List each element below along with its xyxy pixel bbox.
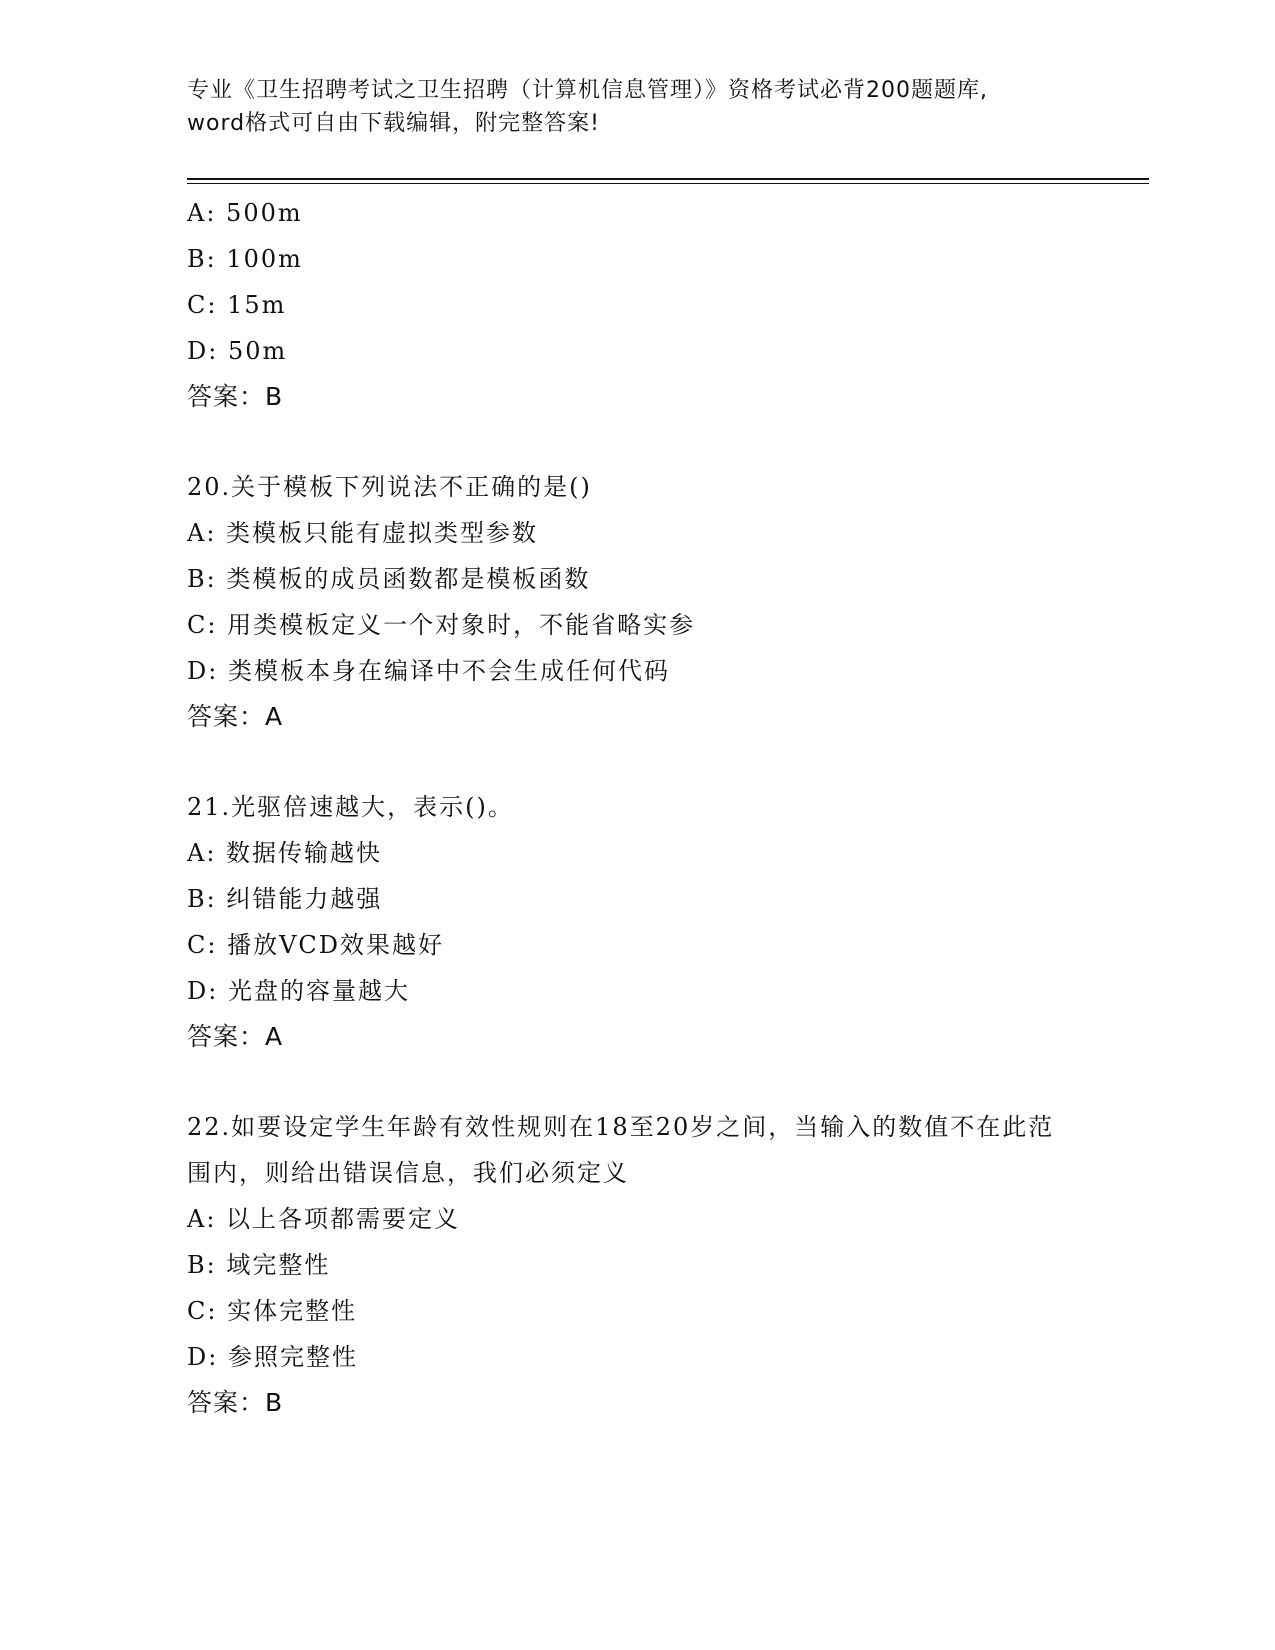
- option-a: A: 数据传输越快: [187, 839, 383, 867]
- header-title-line-2: word格式可自由下载编辑，附完整答案!: [187, 111, 600, 136]
- question-block-20: [187, 464, 1087, 740]
- option-b: B: 域完整性: [187, 1251, 331, 1279]
- option-a: A: 500m: [187, 199, 303, 227]
- spacer: [187, 1060, 1087, 1104]
- question-block-19: [187, 190, 1087, 420]
- option-c: C: 播放VCD效果越好: [187, 931, 445, 959]
- option-d: D: 光盘的容量越大: [187, 977, 410, 1005]
- question-stem: 22.如要设定学生年龄有效性规则在18至20岁之间，当输入的数值不在此范围内，则给出错误信息，我们必须定义: [187, 1113, 1055, 1187]
- spacer: [187, 420, 1087, 464]
- spacer: [187, 740, 1087, 784]
- header-title-line-1: 专业《卫生招聘考试之卫生招聘（计算机信息管理）》资格考试必背200题题库,: [187, 78, 988, 103]
- question-stem: 20.关于模板下列说法不正确的是(): [187, 473, 592, 501]
- answer-line: 答案：B: [187, 1388, 284, 1417]
- option-d: D: 类模板本身在编译中不会生成任何代码: [187, 657, 670, 685]
- option-c: C: 用类模板定义一个对象时，不能省略实参: [187, 611, 696, 639]
- option-d: D: 参照完整性: [187, 1343, 358, 1371]
- option-a: A: 类模板只能有虚拟类型参数: [187, 519, 539, 547]
- answer-line: 答案：A: [187, 1022, 284, 1051]
- question-block-21: [187, 784, 1087, 1060]
- option-b: B: 类模板的成员函数都是模板函数: [187, 565, 591, 593]
- question-stem: 21.光驱倍速越大，表示()。: [187, 793, 514, 821]
- question-list: [187, 190, 1087, 1426]
- option-b: B: 纠错能力越强: [187, 885, 383, 913]
- option-d: D: 50m: [187, 337, 288, 365]
- answer-line: 答案：B: [187, 382, 284, 411]
- answer-line: 答案：A: [187, 702, 284, 731]
- option-a: A: 以上各项都需要定义: [187, 1205, 461, 1233]
- document-header: [187, 74, 1087, 140]
- question-block-22: [187, 1104, 1087, 1426]
- header-divider: [187, 178, 1149, 184]
- option-b: B: 100m: [187, 245, 303, 273]
- option-c: C: 15m: [187, 291, 287, 319]
- option-c: C: 实体完整性: [187, 1297, 358, 1325]
